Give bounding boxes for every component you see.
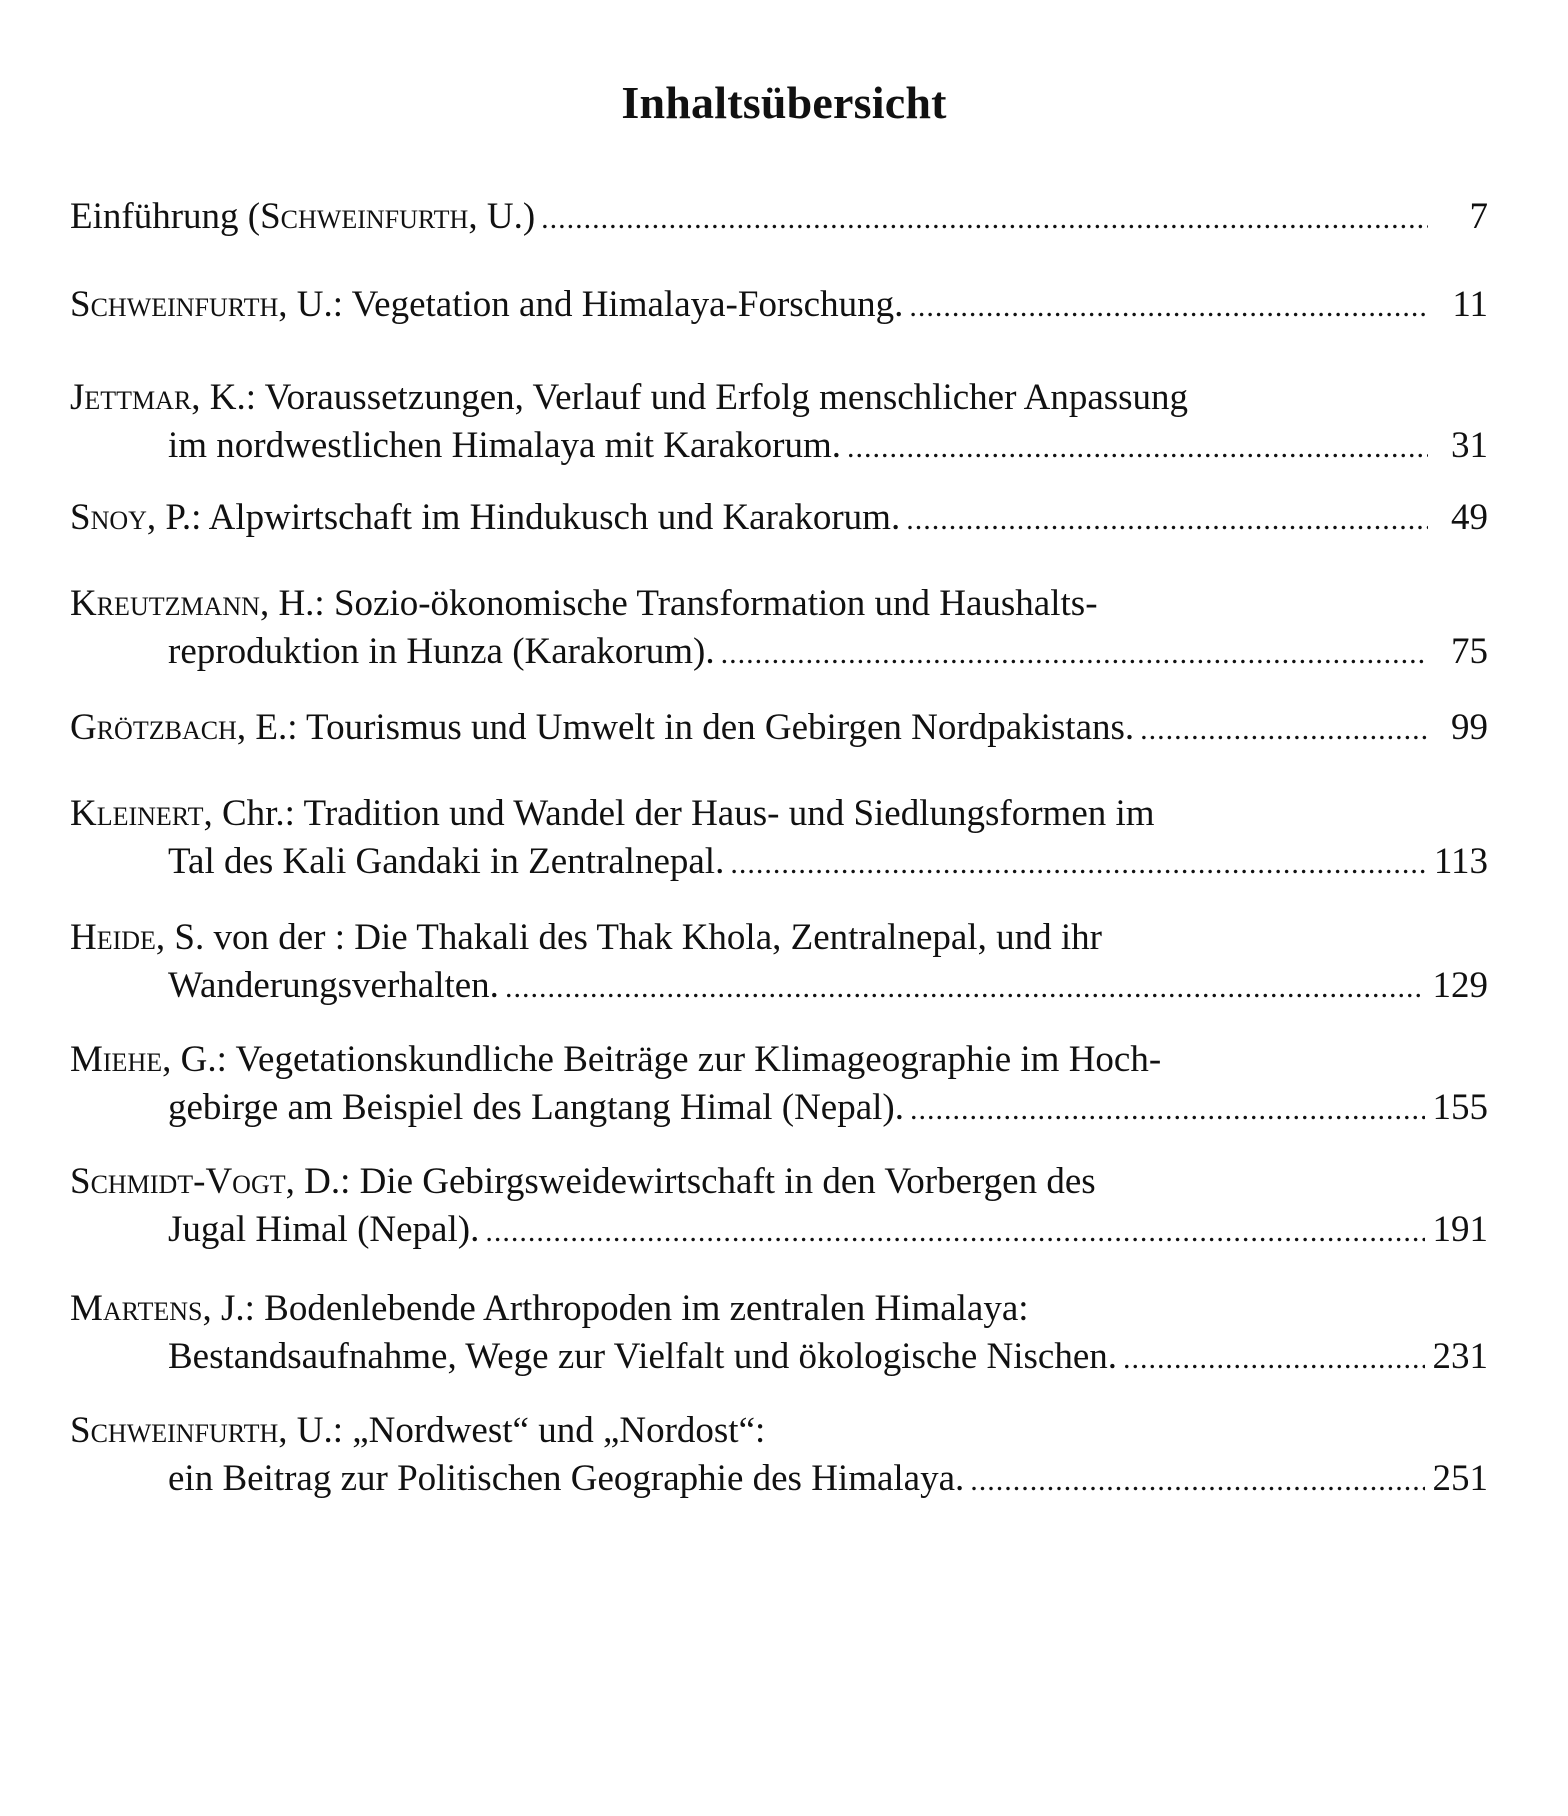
toc-entry bbox=[70, 281, 1488, 331]
toc-entry bbox=[70, 790, 1488, 888]
page-title: Inhaltsübersicht bbox=[621, 77, 947, 128]
page-number: 113 bbox=[1433, 841, 1488, 882]
author-name: Grötzbach bbox=[70, 707, 237, 748]
toc-entry bbox=[70, 914, 1488, 1012]
entry-title: Einführung (Schweinfurth, U.) bbox=[70, 196, 536, 237]
dot-leader bbox=[1123, 1335, 1424, 1383]
dot-leader bbox=[730, 840, 1426, 888]
toc-line: Schweinfurth, U.: „Nordwest“ und „Nordost“: bbox=[70, 1410, 766, 1451]
toc-entry bbox=[70, 494, 1488, 544]
toc-line: Kleinert, Chr.: Tradition und Wandel der Haus- und Siedlungsformen im bbox=[70, 793, 1155, 834]
entry-title: Grötzbach, E.: Tourismus und Umwelt in den Gebirgen Nordpakistans. bbox=[70, 707, 1135, 748]
page-number: 11 bbox=[1452, 284, 1488, 325]
dot-leader bbox=[906, 496, 1428, 544]
dot-leader bbox=[909, 283, 1428, 331]
entry-title-continued: Wanderungsverhalten. bbox=[168, 965, 499, 1006]
page-number: 191 bbox=[1432, 1209, 1488, 1250]
dot-leader bbox=[970, 1457, 1424, 1505]
dot-leader bbox=[541, 195, 1428, 243]
toc-line bbox=[70, 628, 1488, 678]
dot-leader bbox=[1140, 706, 1428, 754]
author-name: Heide bbox=[70, 917, 156, 958]
author-name: Schmidt-Vogt bbox=[70, 1161, 286, 1202]
author-name: Kleinert bbox=[70, 793, 204, 834]
toc-line bbox=[70, 193, 1488, 243]
toc-line bbox=[70, 838, 1488, 888]
toc-entry bbox=[70, 1407, 1488, 1505]
page-number: 155 bbox=[1432, 1087, 1488, 1128]
toc-line: Kreutzmann, H.: Sozio-ökonomische Transformation und Haushalts- bbox=[70, 583, 1098, 624]
toc-line bbox=[70, 1206, 1488, 1256]
entry-title-continued: Bestandsaufnahme, Wege zur Vielfalt und ökologische Nischen. bbox=[168, 1336, 1118, 1377]
toc-line bbox=[70, 962, 1488, 1012]
toc-line bbox=[70, 494, 1488, 544]
page-number: 129 bbox=[1432, 965, 1488, 1006]
toc-line bbox=[70, 281, 1488, 331]
entry-title: Schweinfurth, U.: Vegetation and Himalaya-Forschung. bbox=[70, 284, 904, 325]
dot-leader bbox=[505, 964, 1425, 1012]
dot-leader bbox=[485, 1208, 1424, 1256]
entry-title-continued: Tal des Kali Gandaki in Zentralnepal. bbox=[168, 841, 725, 882]
author-name: Miehe bbox=[70, 1039, 163, 1080]
author-name: Kreutzmann bbox=[70, 583, 260, 624]
toc-line: Miehe, G.: Vegetationskundliche Beiträge zur Klimageographie im Hoch- bbox=[70, 1039, 1162, 1080]
toc-line bbox=[70, 422, 1488, 472]
dot-leader bbox=[910, 1086, 1424, 1134]
entry-title-continued: ein Beitrag zur Politischen Geographie des Himalaya. bbox=[168, 1458, 965, 1499]
page-number: 251 bbox=[1432, 1458, 1488, 1499]
toc-line: Martens, J.: Bodenlebende Arthropoden im zentralen Himalaya: bbox=[70, 1288, 1029, 1329]
entry-title: Snoy, P.: Alpwirtschaft im Hindukusch und Karakorum. bbox=[70, 497, 901, 538]
toc-entry bbox=[70, 1036, 1488, 1134]
dot-leader bbox=[847, 424, 1428, 472]
page-number: 99 bbox=[1451, 707, 1488, 748]
toc-entry bbox=[70, 193, 1488, 243]
page-number: 31 bbox=[1451, 425, 1488, 466]
author-name: Schweinfurth bbox=[70, 284, 279, 325]
toc-line bbox=[70, 1084, 1488, 1134]
toc-line bbox=[70, 704, 1488, 754]
toc-entry bbox=[70, 1158, 1488, 1256]
page-number: 49 bbox=[1451, 497, 1488, 538]
entry-title-continued: im nordwestlichen Himalaya mit Karakorum. bbox=[168, 425, 842, 466]
toc-entry bbox=[70, 704, 1488, 754]
toc-entry bbox=[70, 580, 1488, 678]
entry-title-continued: Jugal Himal (Nepal). bbox=[168, 1209, 480, 1250]
dot-leader bbox=[721, 630, 1428, 678]
toc-line bbox=[70, 1455, 1488, 1505]
author-name: Schweinfurth bbox=[70, 1410, 279, 1451]
toc-line: Jettmar, K.: Voraussetzungen, Verlauf und Erfolg menschlicher Anpassung bbox=[70, 377, 1189, 418]
author-name: Martens bbox=[70, 1288, 203, 1329]
page-number: 231 bbox=[1432, 1336, 1488, 1377]
author-name: Jettmar bbox=[70, 377, 192, 418]
toc-line: Schmidt-Vogt, D.: Die Gebirgsweidewirtschaft in den Vorbergen des bbox=[70, 1161, 1096, 1202]
toc-entry bbox=[70, 1285, 1488, 1383]
author-name: Snoy bbox=[70, 497, 147, 538]
page-number: 75 bbox=[1451, 631, 1488, 672]
toc-line bbox=[70, 1333, 1488, 1383]
entry-title-continued: reproduktion in Hunza (Karakorum). bbox=[168, 631, 715, 672]
toc-line: Heide, S. von der : Die Thakali des Thak Khola, Zentralnepal, und ihr bbox=[70, 917, 1102, 958]
entry-title-continued: gebirge am Beispiel des Langtang Himal (Nepal). bbox=[168, 1087, 905, 1128]
page-number: 7 bbox=[1469, 196, 1488, 237]
author-name: Schweinfurth bbox=[260, 196, 469, 237]
toc-entry bbox=[70, 374, 1488, 472]
